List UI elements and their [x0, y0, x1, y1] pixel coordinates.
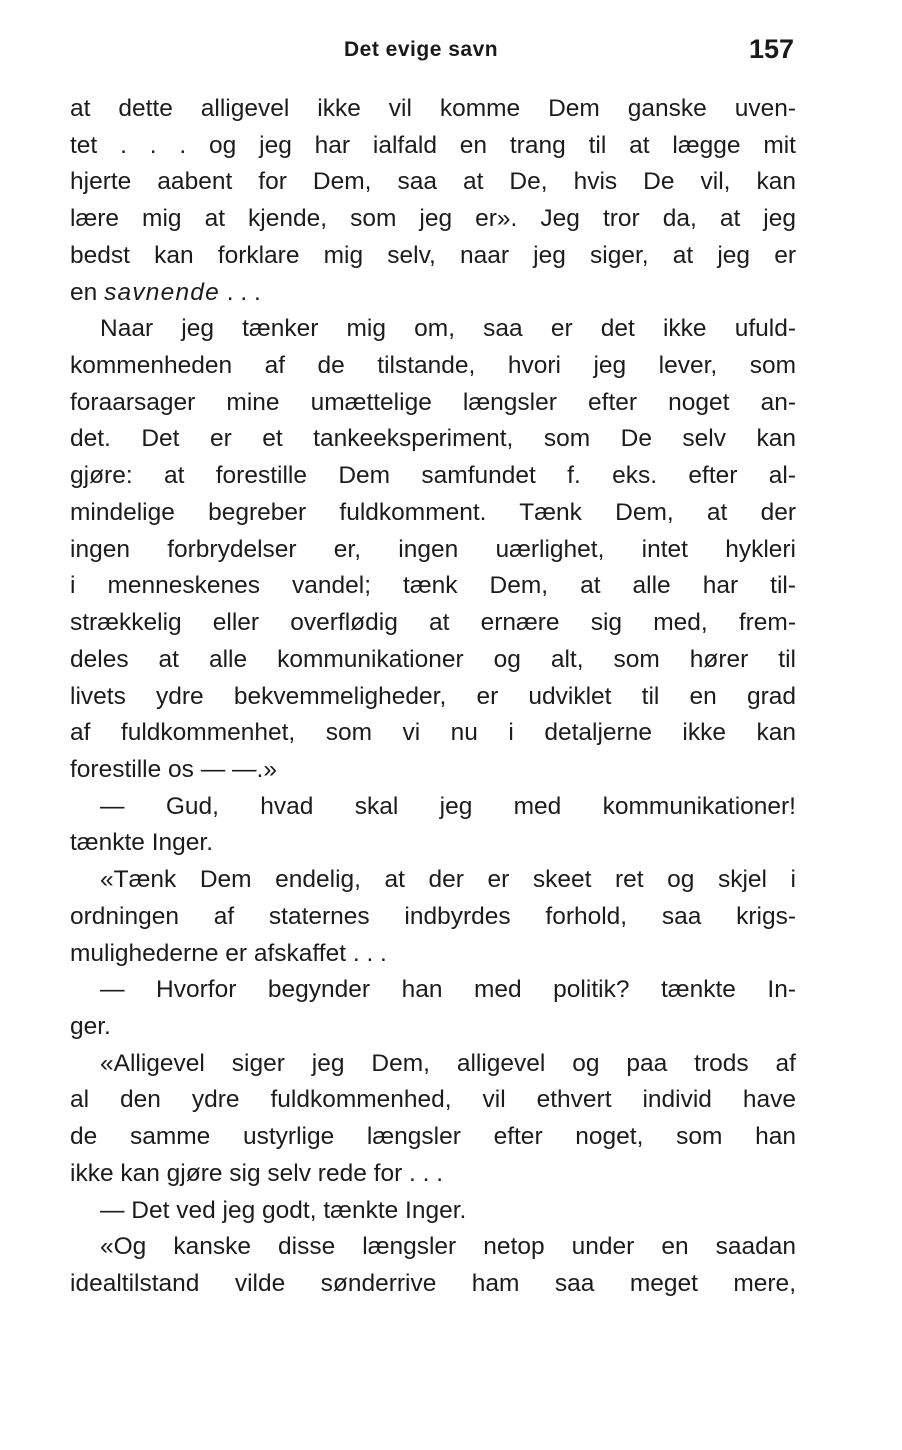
text-line: bedst kan forklare mig selv, naar jeg siger, at jeg er	[70, 241, 796, 269]
text-line: ingen forbrydelser er, ingen uærlighet, intet hykleri	[70, 535, 796, 563]
text-line: foraarsager mine umættelige længsler efter noget an-	[70, 388, 796, 416]
text-line: tet . . . og jeg har ialfald en trang til at lægge mit	[70, 131, 796, 159]
text-line: «Alligevel siger jeg Dem, alligevel og paa trods af	[100, 1049, 796, 1077]
page-number: 157	[748, 34, 794, 64]
text-line: «Og kanske disse længsler netop under en saadan	[100, 1233, 796, 1261]
text-line: idealtilstand vilde sønderrive ham saa meget mere,	[70, 1270, 796, 1297]
text-line: gjøre: at forestille Dem samfundet f. eks. efter al-	[70, 462, 796, 490]
italic-word: savnende	[104, 278, 220, 306]
text-line: hjerte aabent for Dem, saa at De, hvis De vil, kan	[70, 168, 796, 196]
text-line: — Gud, hvad skal jeg med kommunikationer!	[100, 792, 796, 820]
running-title: Det evige savn	[344, 38, 499, 61]
text-line: — Det ved jeg godt, tænkte Inger.	[100, 1196, 467, 1224]
running-head	[0, 34, 902, 74]
text-line: «Tænk Dem endelig, at der er skeet ret og skjel i	[100, 866, 796, 894]
text-line: at dette alligevel ikke vil komme Dem ganske uven-	[70, 95, 796, 122]
text-segment: en	[70, 278, 105, 306]
text-line: ordningen af staternes indbyrdes forhold, saa krigs-	[70, 902, 796, 930]
text-line: Naar jeg tænker mig om, saa er det ikke ufuld-	[100, 315, 796, 343]
text-line: — Hvorfor begynder han med politik? tænkte In-	[100, 976, 796, 1004]
text-line: ger.	[70, 1012, 111, 1040]
text-segment: . . .	[219, 278, 261, 306]
body-text	[70, 91, 796, 1303]
text-line: tænkte Inger.	[70, 829, 214, 857]
text-line: strækkelig eller overflødig at ernære sig med, frem-	[70, 609, 796, 637]
text-line: al den ydre fuldkommenhed, vil ethvert individ have	[70, 1086, 796, 1114]
text-line: af fuldkommenhet, som vi nu i detaljerne ikke kan	[70, 719, 796, 747]
text-line: de samme ustyrlige længsler efter noget, som han	[70, 1123, 796, 1151]
text-line: mindelige begreber fuldkomment. Tænk Dem, at der	[70, 498, 796, 526]
text-line: ikke kan gjøre sig selv rede for . . .	[70, 1159, 444, 1187]
text-line: forestille os — —.»	[70, 755, 277, 783]
text-line: mulighederne er afskaffet . . .	[70, 939, 387, 967]
text-line: det. Det er et tankeeksperiment, som De selv kan	[70, 425, 796, 453]
text-line: lære mig at kjende, som jeg er». Jeg tror da, at jeg	[70, 205, 796, 233]
text-line: i menneskenes vandel; tænk Dem, at alle har til-	[70, 572, 796, 600]
text-line: livets ydre bekvemmeligheder, er udviklet til en grad	[70, 682, 796, 710]
text-line: kommenheden af de tilstande, hvori jeg lever, som	[70, 352, 796, 380]
text-line	[70, 275, 796, 312]
text-line: deles at alle kommunikationer og alt, som hører til	[70, 645, 796, 673]
